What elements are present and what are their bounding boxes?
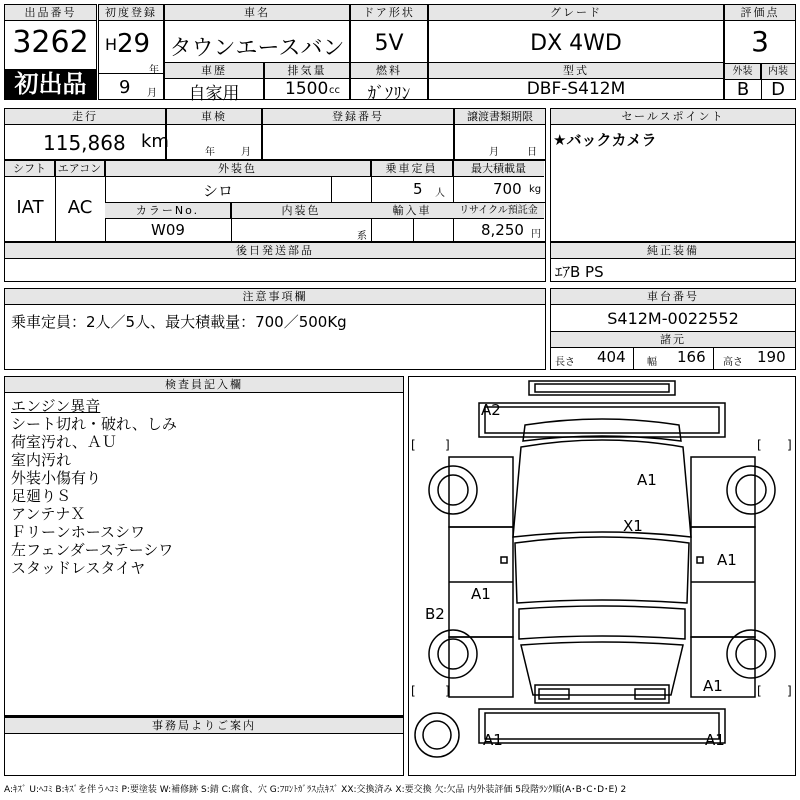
note-line: シート切れ・破れ、しみ <box>11 415 177 433</box>
damage-a1-rear-right: A1 <box>703 677 723 695</box>
car-diagram-box <box>408 376 796 776</box>
month-box <box>98 74 164 100</box>
shift-value: IAT <box>16 197 44 218</box>
model-value: DBF-S412M <box>526 79 626 99</box>
inspection-month-unit: 月 <box>241 147 251 158</box>
lot-number: 3262 <box>12 25 89 60</box>
model-box <box>428 62 724 100</box>
chassis-label: 車台番号 <box>551 289 795 305</box>
transfer-day-unit: 日 <box>527 147 537 158</box>
door-value: 5V <box>374 31 404 56</box>
specs-grid <box>4 160 546 242</box>
max-load-unit: kg <box>529 184 542 195</box>
score-int: D <box>771 79 785 100</box>
damage-a2: A2 <box>481 401 501 419</box>
exterior-color-label: 外装色 <box>105 161 371 177</box>
length-label: 長さ <box>555 357 575 368</box>
car-name-value: タウンエースバン <box>169 36 345 61</box>
score-box <box>724 4 796 100</box>
inspector-box <box>4 376 404 716</box>
capacity-label: 乗車定員 <box>371 161 453 177</box>
inspection-box <box>166 108 262 160</box>
car-name-label: 車名 <box>165 5 349 21</box>
max-load-label: 最大積載量 <box>453 161 544 177</box>
recycle-unit: 円 <box>531 229 541 240</box>
displacement-label: 排気量 <box>265 63 349 79</box>
specs-label: 諸元 <box>551 332 795 348</box>
recycle-label: リサイクル預託金 <box>453 203 544 219</box>
caution-label: 注意事項欄 <box>5 289 545 305</box>
transfer-box <box>454 108 546 160</box>
registration-year-unit: 年 <box>149 65 159 76</box>
transfer-month-unit: 月 <box>489 147 499 158</box>
note-line: 荷室汚れ、ＡＵ <box>11 433 117 451</box>
svg-text:[: [ <box>757 438 762 452</box>
width-label: 幅 <box>647 357 657 368</box>
color-no-value: W09 <box>151 221 185 239</box>
aircon-label: エアコン <box>55 161 105 177</box>
chassis-value: S412M-0022552 <box>607 309 739 328</box>
interior-color-label: 内装色 <box>231 203 371 219</box>
registration-year: 29 <box>117 29 151 59</box>
inspection-label: 車検 <box>167 109 261 125</box>
color-no-label: カラーNo. <box>105 203 231 219</box>
interior-color-unit: 系 <box>357 231 367 242</box>
lot-label: 出品番号 <box>5 5 96 21</box>
sales-point-label: セールスポイント <box>551 109 795 125</box>
aircon-value: AC <box>67 197 93 218</box>
grade-label: グレード <box>429 5 723 21</box>
note-line: 左フェンダーステーシワ <box>11 541 174 559</box>
registration-month-unit: 月 <box>147 88 157 99</box>
damage-a1-hood: A1 <box>637 471 657 489</box>
svg-text:]: ] <box>787 438 792 452</box>
score-ext: B <box>736 79 750 100</box>
damage-a1-left: A1 <box>471 585 491 603</box>
lot-box <box>4 4 97 100</box>
note-line: 足廻りＳ <box>11 487 72 505</box>
office-box <box>4 716 404 776</box>
note-line: 室内汚れ <box>11 451 72 469</box>
note-line: エンジン異音 <box>11 397 101 415</box>
svg-text:]: ] <box>787 684 792 698</box>
sales-point-value: ★バックカメラ <box>553 131 657 149</box>
displacement-unit: cc <box>329 85 340 96</box>
shift-label: シフト <box>5 161 55 177</box>
mileage-box <box>4 108 169 160</box>
capacity-value: 5 <box>413 180 423 198</box>
max-load-value: 700 <box>493 180 522 198</box>
transfer-label: 譲渡書類期限 <box>455 109 545 125</box>
registration-month: 9 <box>119 77 131 98</box>
svg-text:[: [ <box>411 684 416 698</box>
score-int-label: 内装 <box>761 64 795 80</box>
height-value: 190 <box>757 348 786 366</box>
later-parts-label: 後日発送部品 <box>5 243 545 259</box>
score-ext-label: 外装 <box>725 64 761 80</box>
genuine-value: ｴｱB PS <box>555 263 604 281</box>
chassis-box <box>550 288 796 370</box>
registration-label: 初度登録 <box>99 5 163 21</box>
later-parts-box <box>4 242 546 282</box>
caution-box <box>4 288 546 370</box>
registration-box <box>98 4 164 74</box>
history-label: 車歴 <box>165 63 263 79</box>
svg-text:]: ] <box>445 438 450 452</box>
history-value: 自家用 <box>188 84 240 104</box>
reg-number-box <box>262 108 454 160</box>
model-label: 型式 <box>429 63 723 79</box>
genuine-label: 純正装備 <box>551 243 795 259</box>
svg-text:]: ] <box>445 684 450 698</box>
fuel-label: 燃料 <box>351 63 427 79</box>
office-label: 事務局よりご案内 <box>5 717 403 734</box>
capacity-unit: 人 <box>435 188 445 199</box>
svg-text:[: [ <box>757 684 762 698</box>
damage-a1-bottom-right: A1 <box>705 731 725 749</box>
first-listing-badge: 初出品 <box>5 69 96 99</box>
score-value: 3 <box>751 25 769 58</box>
damage-b2: B2 <box>425 605 445 623</box>
score-label: 評価点 <box>725 5 795 21</box>
note-line: アンテナＸ <box>11 505 86 523</box>
displacement-box <box>264 62 350 100</box>
registration-era: H <box>105 35 118 54</box>
length-value: 404 <box>597 348 626 366</box>
import-label: 輸入車 <box>371 203 453 219</box>
fuel-box <box>350 62 428 104</box>
reg-number-label: 登録番号 <box>263 109 453 125</box>
note-line: Ｆリーンホースシワ <box>11 523 145 541</box>
height-label: 高さ <box>723 357 743 368</box>
svg-text:[: [ <box>411 438 416 452</box>
sales-point-box <box>550 108 796 242</box>
recycle-value: 8,250 <box>481 221 524 239</box>
mileage-unit: km <box>141 131 169 152</box>
width-value: 166 <box>677 348 706 366</box>
exterior-color-value: シロ <box>202 182 233 200</box>
displacement-value: 1500 <box>285 79 329 99</box>
damage-a1-right: A1 <box>717 551 737 569</box>
mileage-label: 走行 <box>5 109 165 125</box>
door-label: ドア形状 <box>351 5 427 21</box>
genuine-box <box>550 242 796 282</box>
car-diagram <box>409 377 795 775</box>
damage-a1-bottom-left: A1 <box>483 731 503 749</box>
note-line: スタッドレスタイヤ <box>11 559 146 577</box>
grade-value: DX 4WD <box>530 31 622 56</box>
inspection-year-unit: 年 <box>205 147 215 158</box>
caution-value: 乗車定員：2人／5人、最大積載量：700／500Kg <box>11 313 347 331</box>
mileage-value: 115,868 <box>43 131 126 155</box>
damage-x1: X1 <box>623 517 643 535</box>
history-box <box>164 62 264 104</box>
inspector-label: 検査員記入欄 <box>5 377 403 393</box>
fuel-value: ｶﾞｿﾘﾝ <box>367 84 411 104</box>
legend: A:ｷｽﾞ U:ﾍｺﾐ B:ｷｽﾞを伴うﾍｺﾐ P:要塗装 W:補修跡 S:錆 C:腐食、穴 G:ﾌﾛﾝﾄｶﾞﾗｽ点ｷｽﾞ XX:交換済み X:要交換 欠:欠品 内外装評価 5段階ﾗﾝｸ順(A･B･C･D･E) 2 <box>4 785 627 795</box>
note-line: 外装小傷有り <box>11 469 102 487</box>
